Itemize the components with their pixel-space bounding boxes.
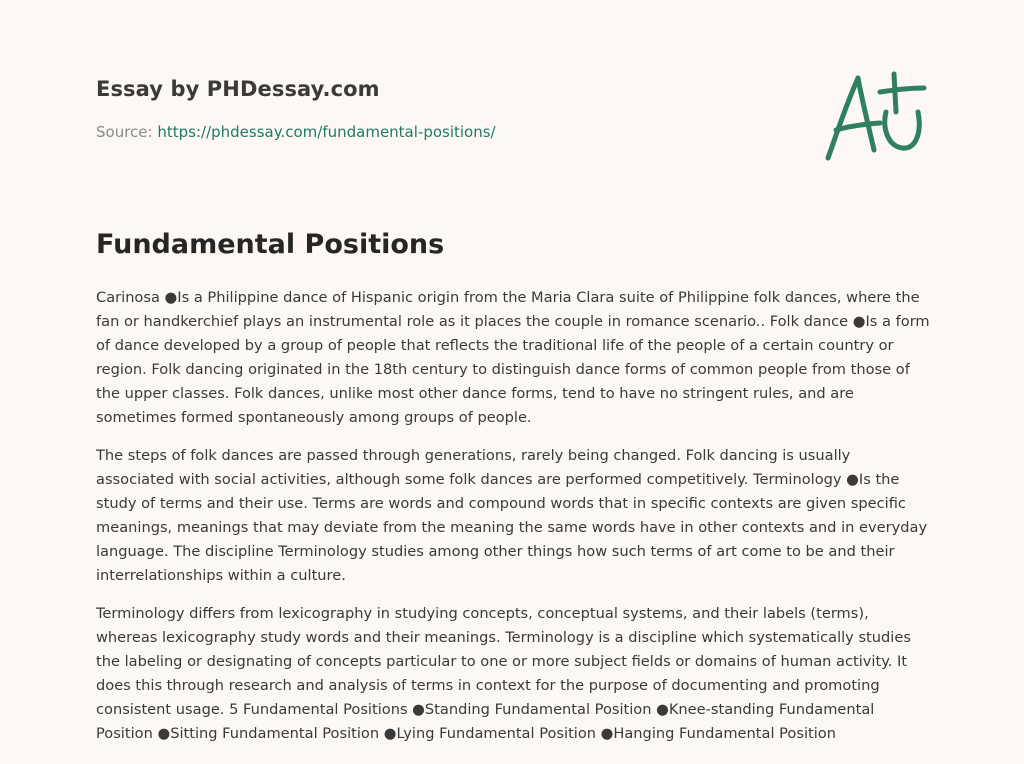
article-title: Fundamental Positions [96, 229, 445, 260]
article-paragraph: Terminology differs from lexicography in studying concepts, conceptual systems, and their labels (terms), whereas lexicography study words and their meanings. Terminology is a discipline which systematically studies the labeling or designating of concepts particular to one or more subject fields or domains of human activity. It does this through research and analysis of terms in context for the purpose of documenting and promoting consistent usage. 5 Fundamental Positions ●Standing Fundamental Position ●Knee-standing Fundamental Position ●Sitting Fundamental Position ●Lying Fundamental Position ●Hanging Fundamental Position [96, 605, 911, 742]
essay-header [96, 74, 796, 142]
site-title: Essay by PHDessay.com [96, 77, 380, 101]
article-paragraph: The steps of folk dances are passed through generations, rarely being changed. Folk dancing is usually associated with social activities, although some folk dances are performed competitively. Terminology ●Is the study of terms and their use. Terms are words and compound words that in specific contexts are given specific meanings, meanings that may deviate from the meaning the same words have in other contexts and in everyday language. The discipline Terminology studies among other things how such terms of art come to be and their interrelationships within a culture. [96, 447, 928, 584]
a-plus-logo-icon [822, 66, 930, 166]
article-paragraph: Carinosa ●Is a Philippine dance of Hispanic origin from the Maria Clara suite of Philippine folk dances, where the fan or handkerchief plays an instrumental role as it places the couple in romance scenario.. Folk dance ●Is a form of dance developed by a group of people that reflects the traditional life of the people of a certain country or region. Folk dancing originated in the 18th century to distinguish dance forms of common people from those of the upper classes. Folk dances, unlike most other dance forms, tend to have no stringent rules, and are sometimes formed spontaneously among groups of people. [96, 289, 930, 426]
source-label: Source: [96, 123, 153, 141]
source-line [96, 122, 796, 142]
source-link[interactable]: https://phdessay.com/fundamental-positions/ [157, 123, 496, 141]
article [96, 226, 932, 760]
